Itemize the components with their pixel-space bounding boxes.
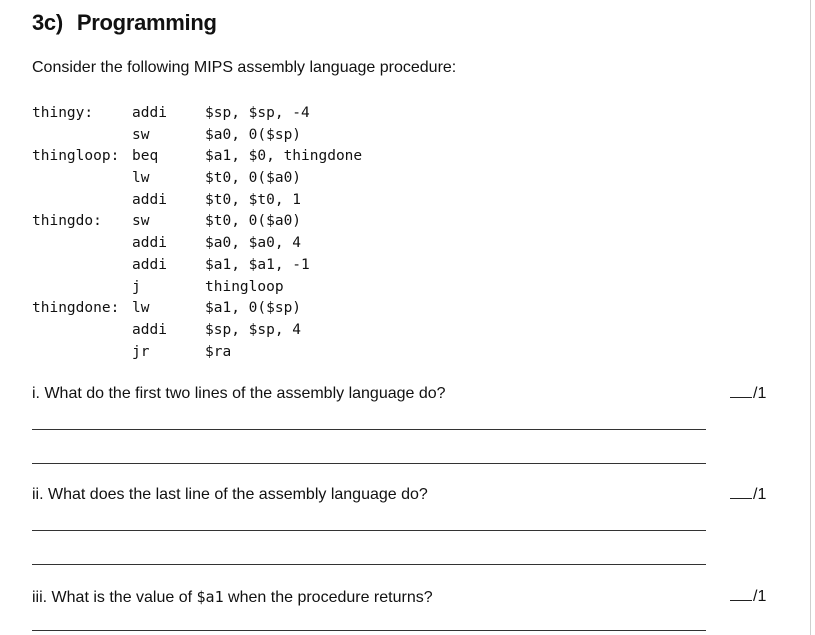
- code-operands: $sp, $sp, -4: [205, 105, 310, 121]
- score-max: /1: [753, 588, 767, 605]
- code-opcode: sw: [132, 126, 150, 143]
- code-label: thingy:: [32, 105, 94, 121]
- code-opcode: addi: [132, 191, 167, 208]
- code-opcode: addi: [132, 105, 167, 121]
- code-operands: $t0, $t0, 1: [205, 191, 302, 208]
- code-opcode: lw: [132, 300, 150, 317]
- score-blank[interactable]: [730, 590, 752, 601]
- question-3: [32, 588, 433, 607]
- question-3-text-start: iii. What is the value of: [32, 589, 197, 606]
- question-3-register: $a1: [196, 588, 224, 606]
- code-operands: $a1, 0($sp): [205, 300, 302, 317]
- answer-line[interactable]: [32, 630, 706, 631]
- code-operands: $t0, 0($a0): [205, 213, 302, 230]
- code-operands: thingloop: [205, 278, 284, 295]
- score-blank[interactable]: [730, 488, 752, 499]
- code-opcode: beq: [132, 148, 159, 165]
- page-edge-divider: [810, 0, 811, 635]
- score-blank[interactable]: [730, 387, 752, 398]
- code-opcode: addi: [132, 256, 167, 273]
- code-operands: $ra: [205, 343, 232, 360]
- code-opcode: jr: [132, 343, 150, 360]
- question-1: i. What do the first two lines of the assembly language do?: [32, 385, 446, 402]
- code-opcode: addi: [132, 235, 167, 252]
- question-1-score: [730, 385, 766, 403]
- code-label: thingdone:: [32, 300, 120, 317]
- code-label: thingdo:: [32, 213, 102, 230]
- section-title: Programming: [76, 10, 217, 35]
- code-operands: $t0, 0($a0): [205, 170, 302, 187]
- code-opcode: lw: [132, 170, 150, 187]
- question-2-score: [730, 486, 766, 504]
- question-3-text-end: when the procedure returns?: [223, 589, 433, 606]
- section-heading: [32, 10, 217, 36]
- answer-line[interactable]: [32, 463, 706, 464]
- answer-line[interactable]: [32, 530, 706, 531]
- code-operands: $a0, 0($sp): [205, 126, 302, 143]
- code-opcode: j: [132, 278, 141, 295]
- question-3-score: [730, 588, 766, 606]
- answer-line[interactable]: [32, 429, 706, 430]
- answer-line[interactable]: [32, 564, 706, 565]
- code-opcode: addi: [132, 321, 167, 338]
- score-max: /1: [753, 486, 767, 503]
- code-opcode: sw: [132, 213, 150, 230]
- score-max: /1: [753, 385, 767, 402]
- intro-text: Consider the following MIPS assembly language procedure:: [32, 59, 457, 76]
- section-number: 3c): [32, 10, 63, 35]
- code-operands: $a0, $a0, 4: [205, 235, 302, 252]
- code-operands: $sp, $sp, 4: [205, 321, 302, 338]
- code-operands: $a1, $a1, -1: [205, 256, 310, 273]
- code-operands: $a1, $0, thingdone: [205, 148, 363, 165]
- code-label: thingloop:: [32, 148, 120, 165]
- question-2: ii. What does the last line of the assembly language do?: [32, 486, 428, 503]
